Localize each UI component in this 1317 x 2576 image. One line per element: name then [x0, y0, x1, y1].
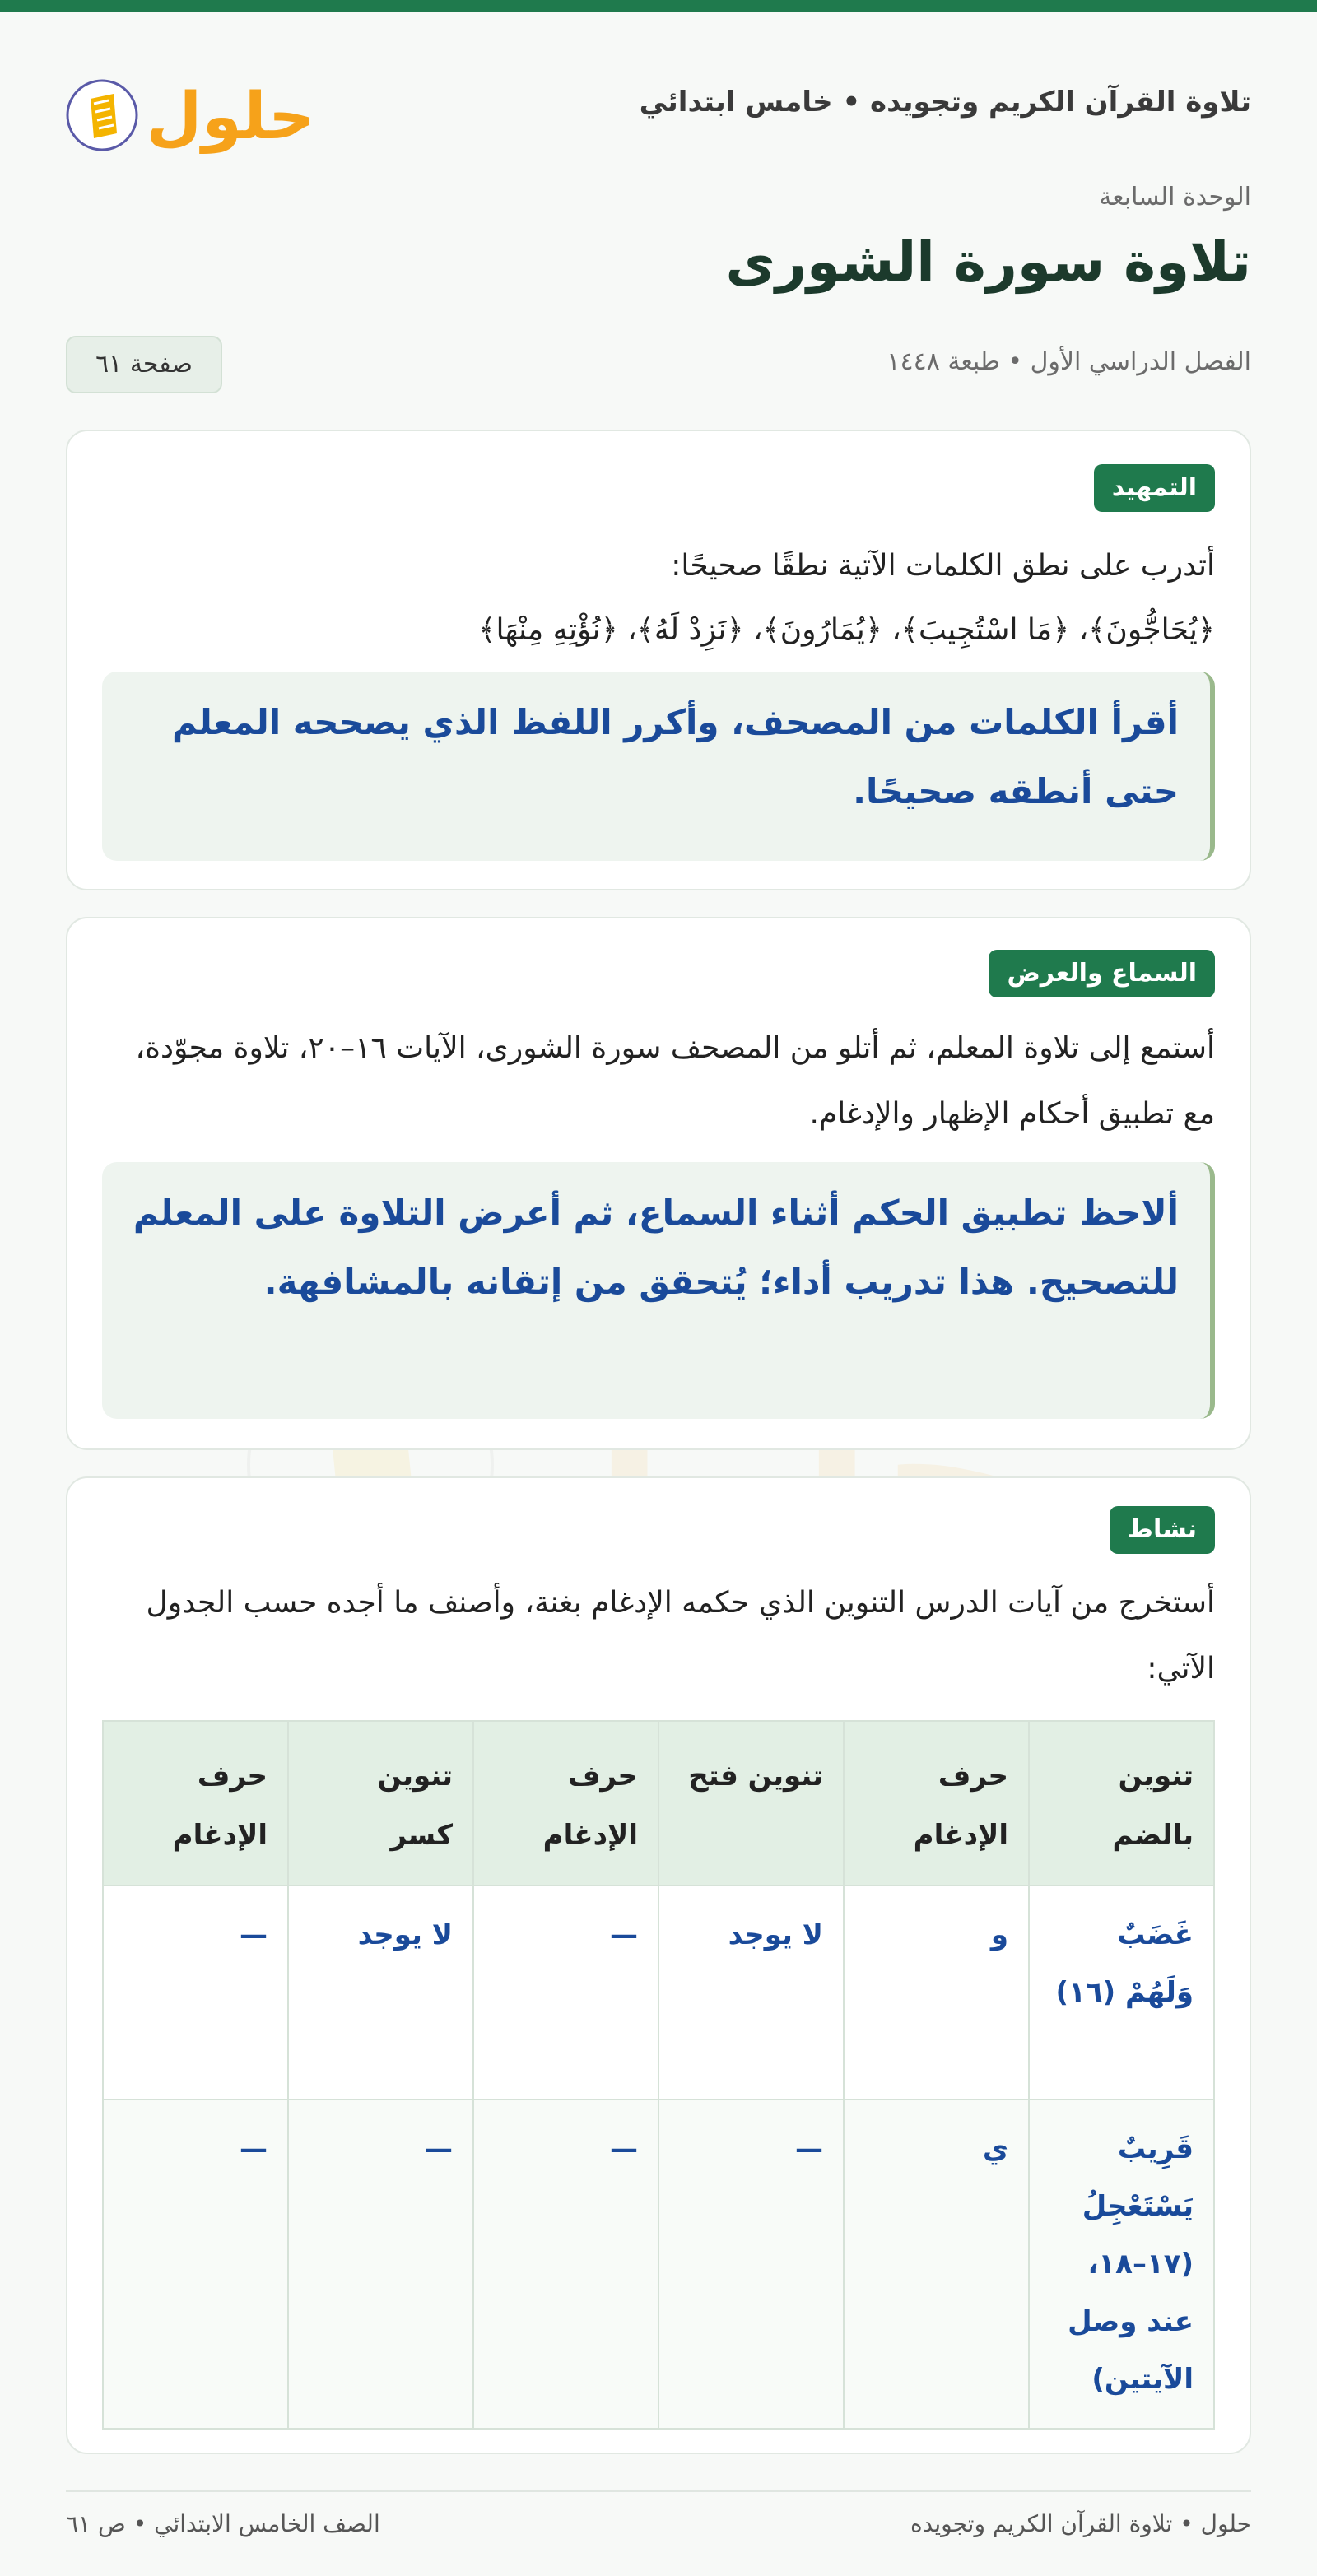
- classification-table: [102, 1720, 1215, 2430]
- book-title: تلاوة القرآن الكريم وتجويده • خامس ابتدائي: [639, 86, 1251, 119]
- page-header: [66, 49, 1251, 156]
- table-cell: —: [103, 1886, 288, 2099]
- top-accent-bar: [0, 0, 1317, 12]
- hulool-logo[interactable]: [66, 58, 315, 156]
- listening-card: [66, 917, 1251, 1450]
- table-cell: غَضَبٌ وَلَهُمْ (١٦): [1029, 1886, 1214, 2099]
- footer-book-title: حلول • تلاوة القرآن الكريم وتجويده: [910, 2510, 1251, 2537]
- intro-card: [66, 430, 1251, 890]
- footer-divider: [66, 2490, 1251, 2492]
- semester-label: الفصل الدراسي الأول • طبعة ١٤٤٨: [887, 347, 1251, 376]
- table-header-cell: حرف الإدغام: [473, 1721, 658, 1886]
- table-cell: —: [473, 1886, 658, 2099]
- table-row: [103, 1886, 1214, 2099]
- table-cell: —: [473, 2099, 658, 2429]
- intro-words: ﴿يُحَاجُّونَ﴾، ﴿مَا اسْتُجِيبَ﴾، ﴿يُمَارُونَ﴾، ﴿نَزِدْ لَهُ﴾، ﴿نُؤْتِهِ مِنْهَا﴾: [478, 613, 1215, 647]
- unit-label: الوحدة السابعة: [1099, 183, 1251, 212]
- listening-text: أستمع إلى تلاوة المعلم، ثم أتلو من المصحف سورة الشورى، الآيات ١٦–٢٠، تلاوة مجوّدة، مع تطبيق أحكام الإظهار والإدغام.: [135, 1031, 1215, 1131]
- listening-tag: السماع والعرض: [989, 950, 1215, 997]
- page-number-badge: صفحة ٦١: [66, 336, 222, 393]
- table-cell: لا يوجد: [658, 1886, 844, 2099]
- listening-note: ألاحظ تطبيق الحكم أثناء السماع، ثم أعرض التلاوة على المعلم للتصحيح. هذا تدريب أداء؛ يُتحقق من إتقانه بالمشافهة.: [102, 1162, 1215, 1419]
- table-cell: ي: [844, 2099, 1029, 2429]
- activity-tag: نشاط: [1110, 1506, 1215, 1554]
- table-header-cell: تنوين بالضم: [1029, 1721, 1214, 1886]
- activity-card: [66, 1476, 1251, 2454]
- logo-text: حلول: [146, 80, 315, 154]
- table-cell: قَرِيبٌ يَسْتَعْجِلُ (١٧–١٨، عند وصل الآيتين): [1029, 2099, 1214, 2429]
- table-header-cell: حرف الإدغام: [844, 1721, 1029, 1886]
- footer-grade-page: الصف الخامس الابتدائي • ص ٦١: [66, 2510, 380, 2537]
- table-cell: —: [288, 2099, 473, 2429]
- table-cell: و: [844, 1886, 1029, 2099]
- intro-tag: التمهيد: [1094, 464, 1215, 512]
- activity-text: أستخرج من آيات الدرس التنوين الذي حكمه الإدغام بغنة، وأصنف ما أجده حسب الجدول الآتي:: [146, 1586, 1215, 1686]
- page-title: تلاوة سورة الشورى: [725, 230, 1251, 294]
- table-header-cell: تنوين فتح: [658, 1721, 844, 1886]
- table-row: [103, 2099, 1214, 2429]
- table-header-cell: تنوين كسر: [288, 1721, 473, 1886]
- table-cell: —: [658, 2099, 844, 2429]
- table-header-cell: حرف الإدغام: [103, 1721, 288, 1886]
- table-cell: —: [103, 2099, 288, 2429]
- table-cell: لا يوجد: [288, 1886, 473, 2099]
- intro-instruction: أتدرب على نطق الكلمات الآتية نطقًا صحيحًا:: [671, 549, 1215, 583]
- logo-graphic: [66, 58, 315, 156]
- table-header-row: [103, 1721, 1214, 1886]
- intro-note: أقرأ الكلمات من المصحف، وأكرر اللفظ الذي يصححه المعلم حتى أنطقه صحيحًا.: [102, 672, 1215, 861]
